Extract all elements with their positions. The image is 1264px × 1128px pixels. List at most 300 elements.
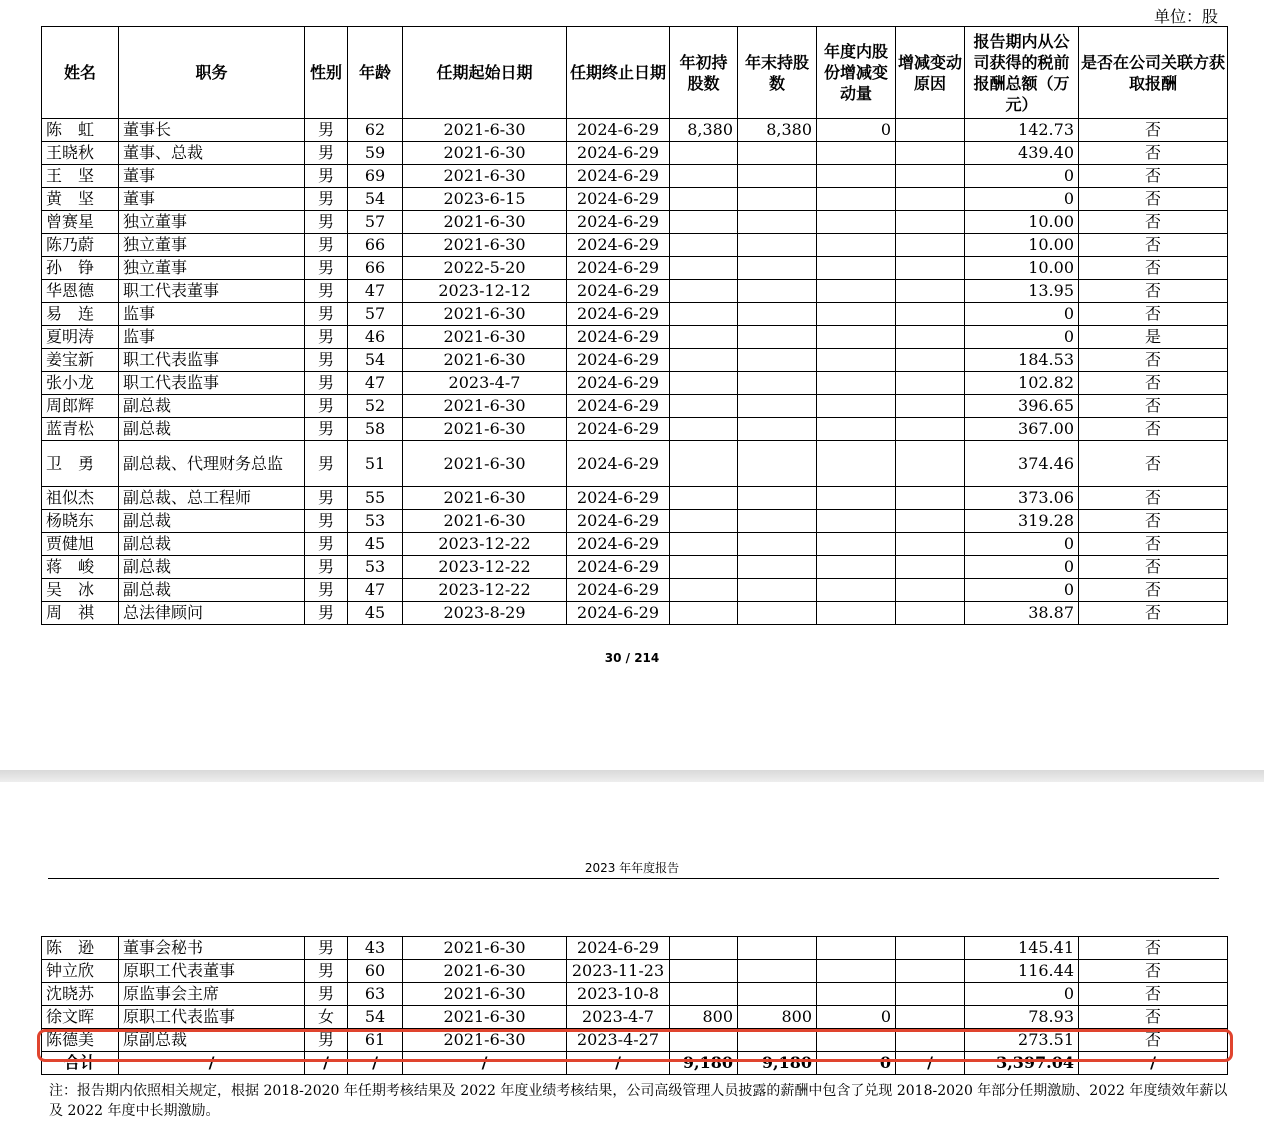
table-row <box>42 556 1228 579</box>
cell-end-shares <box>738 257 817 280</box>
cell-name: 曾赛星 <box>42 211 119 234</box>
cell-gender: 男 <box>305 418 348 441</box>
cell-begin-shares <box>670 142 738 165</box>
cell-begin-shares <box>670 487 738 510</box>
cell-name: 钟立欣 <box>42 960 119 983</box>
cell-end-shares <box>738 441 817 487</box>
cell-title: 原副总裁 <box>119 1029 305 1052</box>
cell-gender: 男 <box>305 1029 348 1052</box>
cell-gender: 男 <box>305 211 348 234</box>
cell-start: 2023-4-7 <box>403 372 567 395</box>
total-cell-start: / <box>403 1052 567 1075</box>
cell-reason <box>896 372 965 395</box>
table-row <box>42 211 1228 234</box>
cell-gender: 男 <box>305 142 348 165</box>
table-row <box>42 234 1228 257</box>
cell-start: 2021-6-30 <box>403 395 567 418</box>
col-gender: 性别 <box>305 27 348 119</box>
cell-title: 监事 <box>119 303 305 326</box>
cell-age: 45 <box>348 533 403 556</box>
cell-start: 2023-12-12 <box>403 280 567 303</box>
cell-title: 职工代表监事 <box>119 349 305 372</box>
cell-begin-shares <box>670 395 738 418</box>
cell-pay: 0 <box>965 188 1079 211</box>
cell-end: 2023-4-7 <box>567 1006 670 1029</box>
cell-start: 2021-6-30 <box>403 960 567 983</box>
cell-change: 0 <box>817 1006 896 1029</box>
cell-start: 2021-6-30 <box>403 418 567 441</box>
cell-pay: 374.46 <box>965 441 1079 487</box>
cell-end: 2024-6-29 <box>567 165 670 188</box>
table-row <box>42 303 1228 326</box>
cell-start: 2021-6-30 <box>403 937 567 960</box>
cell-gender: 男 <box>305 533 348 556</box>
cell-reason <box>896 418 965 441</box>
cell-related: 是 <box>1079 326 1228 349</box>
cell-change <box>817 533 896 556</box>
cell-end-shares <box>738 211 817 234</box>
cell-title: 独立董事 <box>119 257 305 280</box>
cell-related: 否 <box>1079 188 1228 211</box>
cell-end-shares <box>738 983 817 1006</box>
cell-related: 否 <box>1079 418 1228 441</box>
cell-change <box>817 234 896 257</box>
cell-change <box>817 372 896 395</box>
cell-age: 61 <box>348 1029 403 1052</box>
cell-gender: 男 <box>305 257 348 280</box>
cell-begin-shares: 800 <box>670 1006 738 1029</box>
cell-change <box>817 395 896 418</box>
total-cell-gender: / <box>305 1052 348 1075</box>
cell-change <box>817 257 896 280</box>
cell-change <box>817 188 896 211</box>
page-gap <box>0 770 1264 782</box>
page-bottom <box>0 782 1264 1128</box>
cell-end: 2024-6-29 <box>567 487 670 510</box>
cell-pay: 10.00 <box>965 234 1079 257</box>
cell-begin-shares <box>670 188 738 211</box>
table-row <box>42 188 1228 211</box>
cell-reason <box>896 937 965 960</box>
cell-end-shares <box>738 960 817 983</box>
cell-name: 黄 坚 <box>42 188 119 211</box>
col-pay: 报告期内从公司获得的税前报酬总额（万元） <box>965 27 1079 119</box>
cell-age: 46 <box>348 326 403 349</box>
cell-end: 2024-6-29 <box>567 372 670 395</box>
cell-start: 2021-6-30 <box>403 349 567 372</box>
cell-title: 副总裁 <box>119 579 305 602</box>
cell-related: 否 <box>1079 165 1228 188</box>
cell-start: 2023-6-15 <box>403 188 567 211</box>
cell-name: 卫 勇 <box>42 441 119 487</box>
cell-gender: 男 <box>305 510 348 533</box>
cell-end: 2024-6-29 <box>567 349 670 372</box>
table-row <box>42 142 1228 165</box>
cell-pay: 273.51 <box>965 1029 1079 1052</box>
cell-title: 董事长 <box>119 119 305 142</box>
cell-related: 否 <box>1079 303 1228 326</box>
cell-reason <box>896 395 965 418</box>
cell-end-shares <box>738 234 817 257</box>
cell-reason <box>896 234 965 257</box>
cell-title: 原监事会主席 <box>119 983 305 1006</box>
total-cell-reason: / <box>896 1052 965 1075</box>
cell-start: 2021-6-30 <box>403 303 567 326</box>
cell-pay: 0 <box>965 533 1079 556</box>
cell-age: 54 <box>348 349 403 372</box>
cell-reason <box>896 533 965 556</box>
cell-title: 总法律顾问 <box>119 602 305 625</box>
cell-related: 否 <box>1079 510 1228 533</box>
cell-change <box>817 441 896 487</box>
cell-end: 2024-6-29 <box>567 234 670 257</box>
cell-gender: 男 <box>305 602 348 625</box>
cell-begin-shares <box>670 303 738 326</box>
cell-change <box>817 211 896 234</box>
cell-begin-shares <box>670 257 738 280</box>
cell-title: 原职工代表董事 <box>119 960 305 983</box>
cell-name: 蒋 峻 <box>42 556 119 579</box>
cell-related: 否 <box>1079 960 1228 983</box>
cell-age: 52 <box>348 395 403 418</box>
cell-pay: 78.93 <box>965 1006 1079 1029</box>
header-rule <box>48 878 1219 879</box>
cell-name: 贾健旭 <box>42 533 119 556</box>
cell-change <box>817 983 896 1006</box>
cell-end-shares <box>738 326 817 349</box>
cell-gender: 男 <box>305 556 348 579</box>
cell-end-shares <box>738 487 817 510</box>
compensation-table-top <box>41 26 1228 625</box>
cell-age: 58 <box>348 418 403 441</box>
cell-reason <box>896 1006 965 1029</box>
total-cell-related: / <box>1079 1052 1228 1075</box>
cell-end-shares <box>738 142 817 165</box>
cell-gender: 男 <box>305 487 348 510</box>
table-header-row <box>42 27 1228 119</box>
cell-pay: 13.95 <box>965 280 1079 303</box>
cell-name: 徐文晖 <box>42 1006 119 1029</box>
cell-name: 周 祺 <box>42 602 119 625</box>
cell-gender: 男 <box>305 349 348 372</box>
cell-related: 否 <box>1079 234 1228 257</box>
cell-age: 53 <box>348 556 403 579</box>
cell-end: 2023-10-8 <box>567 983 670 1006</box>
cell-related: 否 <box>1079 983 1228 1006</box>
cell-title: 原职工代表监事 <box>119 1006 305 1029</box>
cell-begin-shares <box>670 556 738 579</box>
cell-start: 2023-12-22 <box>403 556 567 579</box>
cell-end-shares <box>738 280 817 303</box>
cell-pay: 38.87 <box>965 602 1079 625</box>
cell-change <box>817 602 896 625</box>
cell-gender: 男 <box>305 937 348 960</box>
cell-age: 66 <box>348 257 403 280</box>
cell-end: 2024-6-29 <box>567 579 670 602</box>
cell-pay: 319.28 <box>965 510 1079 533</box>
cell-change <box>817 142 896 165</box>
table-row <box>42 441 1228 487</box>
table-row <box>42 280 1228 303</box>
cell-age: 53 <box>348 510 403 533</box>
cell-related: 否 <box>1079 349 1228 372</box>
cell-start: 2021-6-30 <box>403 487 567 510</box>
cell-begin-shares <box>670 533 738 556</box>
cell-begin-shares <box>670 211 738 234</box>
cell-age: 47 <box>348 280 403 303</box>
report-header: 2023 年年度报告 <box>584 861 680 875</box>
cell-reason <box>896 510 965 533</box>
cell-end-shares <box>738 165 817 188</box>
cell-age: 57 <box>348 211 403 234</box>
cell-change <box>817 303 896 326</box>
cell-end: 2024-6-29 <box>567 510 670 533</box>
cell-age: 60 <box>348 960 403 983</box>
cell-age: 59 <box>348 142 403 165</box>
cell-begin-shares <box>670 234 738 257</box>
cell-end: 2024-6-29 <box>567 119 670 142</box>
cell-name: 陈 逊 <box>42 937 119 960</box>
cell-end-shares <box>738 510 817 533</box>
cell-title: 副总裁 <box>119 556 305 579</box>
cell-end: 2024-6-29 <box>567 395 670 418</box>
cell-end: 2024-6-29 <box>567 326 670 349</box>
cell-title: 副总裁 <box>119 533 305 556</box>
cell-age: 62 <box>348 119 403 142</box>
cell-name: 易 连 <box>42 303 119 326</box>
cell-pay: 10.00 <box>965 257 1079 280</box>
col-title: 职务 <box>119 27 305 119</box>
cell-begin-shares <box>670 579 738 602</box>
cell-end: 2024-6-29 <box>567 441 670 487</box>
total-cell-end: / <box>567 1052 670 1075</box>
cell-age: 55 <box>348 487 403 510</box>
cell-begin-shares <box>670 602 738 625</box>
cell-title: 董事、总裁 <box>119 142 305 165</box>
cell-age: 47 <box>348 372 403 395</box>
table-row <box>42 418 1228 441</box>
cell-start: 2021-6-30 <box>403 326 567 349</box>
cell-age: 43 <box>348 937 403 960</box>
cell-related: 否 <box>1079 487 1228 510</box>
cell-change <box>817 579 896 602</box>
cell-title: 监事 <box>119 326 305 349</box>
cell-begin-shares <box>670 326 738 349</box>
cell-pay: 439.40 <box>965 142 1079 165</box>
cell-reason <box>896 165 965 188</box>
cell-start: 2021-6-30 <box>403 234 567 257</box>
table-row <box>42 579 1228 602</box>
cell-gender: 女 <box>305 1006 348 1029</box>
cell-begin-shares: 8,380 <box>670 119 738 142</box>
cell-reason <box>896 142 965 165</box>
cell-related: 否 <box>1079 280 1228 303</box>
table-row <box>42 960 1228 983</box>
table-row <box>42 165 1228 188</box>
cell-pay: 0 <box>965 579 1079 602</box>
cell-related: 否 <box>1079 441 1228 487</box>
cell-gender: 男 <box>305 960 348 983</box>
cell-reason <box>896 602 965 625</box>
col-end: 任期终止日期 <box>567 27 670 119</box>
cell-pay: 0 <box>965 326 1079 349</box>
total-cell-end-shares: 9,180 <box>738 1052 817 1075</box>
cell-gender: 男 <box>305 165 348 188</box>
cell-title: 董事 <box>119 188 305 211</box>
cell-end-shares <box>738 395 817 418</box>
cell-end: 2024-6-29 <box>567 937 670 960</box>
cell-change <box>817 556 896 579</box>
cell-gender: 男 <box>305 579 348 602</box>
table-row <box>42 487 1228 510</box>
cell-age: 66 <box>348 234 403 257</box>
total-cell-change: 0 <box>817 1052 896 1075</box>
cell-change: 0 <box>817 119 896 142</box>
cell-end-shares <box>738 533 817 556</box>
cell-begin-shares <box>670 165 738 188</box>
cell-pay: 10.00 <box>965 211 1079 234</box>
cell-change <box>817 349 896 372</box>
cell-age: 54 <box>348 188 403 211</box>
cell-end: 2024-6-29 <box>567 188 670 211</box>
cell-begin-shares <box>670 441 738 487</box>
cell-reason <box>896 579 965 602</box>
cell-title: 职工代表董事 <box>119 280 305 303</box>
cell-reason <box>896 257 965 280</box>
cell-gender: 男 <box>305 188 348 211</box>
cell-name: 吴 冰 <box>42 579 119 602</box>
cell-title: 副总裁 <box>119 510 305 533</box>
cell-title: 副总裁、代理财务总监 <box>119 441 305 487</box>
cell-related: 否 <box>1079 142 1228 165</box>
cell-pay: 396.65 <box>965 395 1079 418</box>
cell-age: 51 <box>348 441 403 487</box>
cell-name: 陈德美 <box>42 1029 119 1052</box>
cell-pay: 116.44 <box>965 960 1079 983</box>
col-start: 任期起始日期 <box>403 27 567 119</box>
cell-related: 否 <box>1079 602 1228 625</box>
cell-reason <box>896 487 965 510</box>
cell-start: 2021-6-30 <box>403 510 567 533</box>
col-related: 是否在公司关联方获取报酬 <box>1079 27 1228 119</box>
cell-change <box>817 326 896 349</box>
table-row <box>42 983 1228 1006</box>
cell-name: 夏明涛 <box>42 326 119 349</box>
cell-start: 2023-8-29 <box>403 602 567 625</box>
cell-change <box>817 937 896 960</box>
cell-related: 否 <box>1079 119 1228 142</box>
cell-end-shares <box>738 602 817 625</box>
cell-reason <box>896 326 965 349</box>
cell-title: 独立董事 <box>119 234 305 257</box>
cell-pay: 0 <box>965 983 1079 1006</box>
cell-pay: 142.73 <box>965 119 1079 142</box>
table-row <box>42 372 1228 395</box>
cell-reason <box>896 960 965 983</box>
table-row <box>42 395 1228 418</box>
total-cell-name: 合计 <box>42 1052 119 1075</box>
cell-start: 2021-6-30 <box>403 1006 567 1029</box>
cell-name: 陈乃蔚 <box>42 234 119 257</box>
cell-end: 2024-6-29 <box>567 142 670 165</box>
cell-pay: 0 <box>965 165 1079 188</box>
cell-end: 2023-4-27 <box>567 1029 670 1052</box>
cell-related: 否 <box>1079 1006 1228 1029</box>
cell-age: 47 <box>348 579 403 602</box>
cell-start: 2021-6-30 <box>403 1029 567 1052</box>
cell-title: 副总裁、总工程师 <box>119 487 305 510</box>
cell-reason <box>896 119 965 142</box>
cell-name: 张小龙 <box>42 372 119 395</box>
cell-end: 2023-11-23 <box>567 960 670 983</box>
cell-name: 沈晓苏 <box>42 983 119 1006</box>
cell-name: 王 坚 <box>42 165 119 188</box>
cell-title: 独立董事 <box>119 211 305 234</box>
cell-pay: 0 <box>965 556 1079 579</box>
cell-age: 69 <box>348 165 403 188</box>
cell-pay: 184.53 <box>965 349 1079 372</box>
cell-change <box>817 418 896 441</box>
total-cell-title: / <box>119 1052 305 1075</box>
cell-pay: 102.82 <box>965 372 1079 395</box>
cell-end-shares <box>738 303 817 326</box>
cell-related: 否 <box>1079 372 1228 395</box>
cell-end-shares: 800 <box>738 1006 817 1029</box>
cell-change <box>817 487 896 510</box>
cell-related: 否 <box>1079 533 1228 556</box>
cell-end: 2024-6-29 <box>567 257 670 280</box>
cell-pay: 367.00 <box>965 418 1079 441</box>
cell-end: 2024-6-29 <box>567 303 670 326</box>
cell-gender: 男 <box>305 119 348 142</box>
cell-gender: 男 <box>305 441 348 487</box>
cell-name: 蓝青松 <box>42 418 119 441</box>
cell-end-shares: 8,380 <box>738 119 817 142</box>
cell-begin-shares <box>670 280 738 303</box>
cell-name: 周郎辉 <box>42 395 119 418</box>
cell-gender: 男 <box>305 983 348 1006</box>
cell-title: 董事会秘书 <box>119 937 305 960</box>
cell-start: 2022-5-20 <box>403 257 567 280</box>
cell-reason <box>896 441 965 487</box>
cell-end: 2024-6-29 <box>567 533 670 556</box>
cell-end-shares <box>738 349 817 372</box>
cell-related: 否 <box>1079 1029 1228 1052</box>
cell-name: 孙 铮 <box>42 257 119 280</box>
cell-end-shares <box>738 418 817 441</box>
cell-pay: 373.06 <box>965 487 1079 510</box>
cell-name: 华恩德 <box>42 280 119 303</box>
col-begin-shares: 年初持股数 <box>670 27 738 119</box>
cell-reason <box>896 188 965 211</box>
cell-reason <box>896 280 965 303</box>
cell-end-shares <box>738 188 817 211</box>
cell-reason <box>896 303 965 326</box>
cell-end: 2024-6-29 <box>567 211 670 234</box>
cell-title: 副总裁 <box>119 395 305 418</box>
cell-change <box>817 165 896 188</box>
table-row <box>42 349 1228 372</box>
total-cell-age: / <box>348 1052 403 1075</box>
table-row <box>42 533 1228 556</box>
cell-start: 2023-12-22 <box>403 579 567 602</box>
cell-title: 职工代表监事 <box>119 372 305 395</box>
unit-label: 单位：股 <box>1153 7 1218 26</box>
cell-change <box>817 960 896 983</box>
cell-related: 否 <box>1079 395 1228 418</box>
cell-begin-shares <box>670 418 738 441</box>
col-change: 年度内股份增减变动量 <box>817 27 896 119</box>
